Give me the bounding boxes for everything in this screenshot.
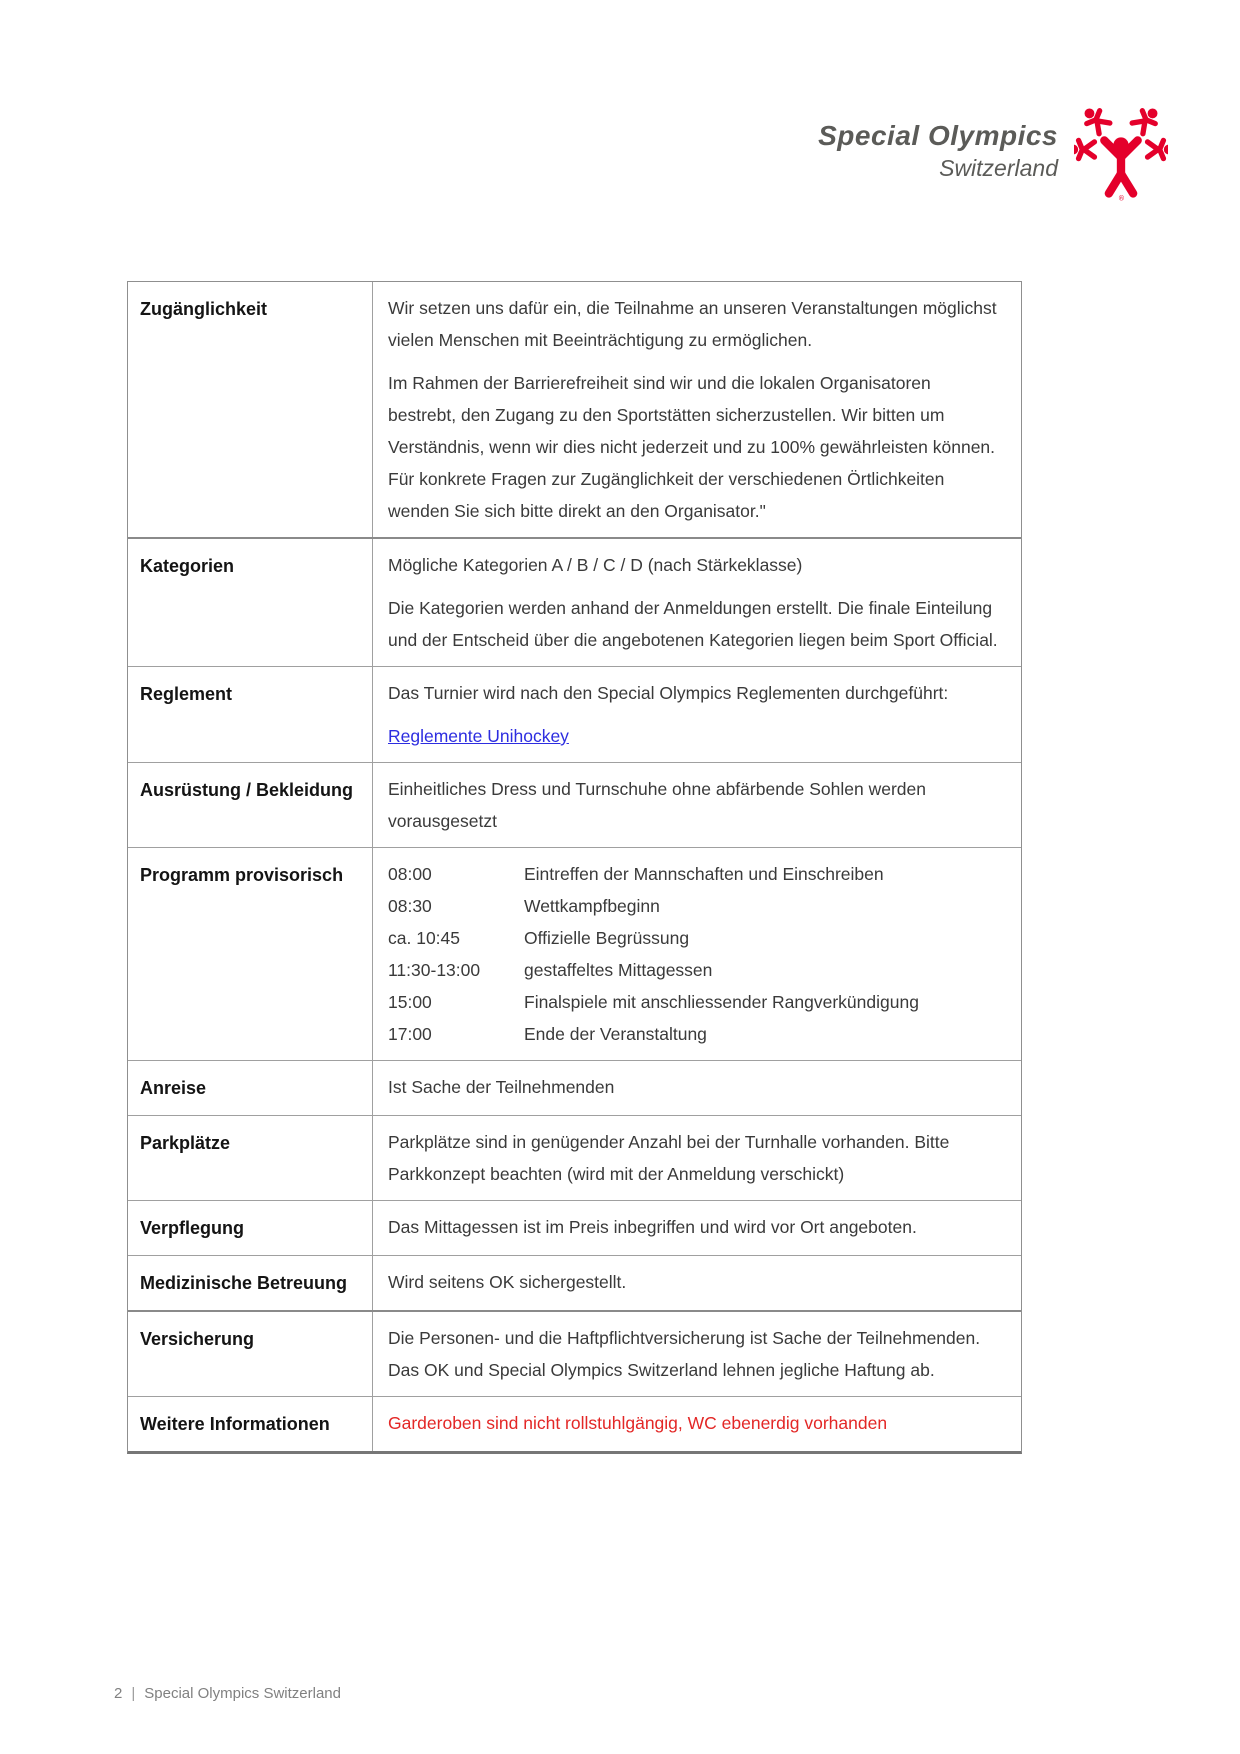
row-content <box>373 1397 1021 1451</box>
table-row <box>128 537 1021 666</box>
table-row <box>128 1310 1021 1396</box>
paragraph: Die Personen- und die Haftpflichtversicherung ist Sache der Teilnehmenden. Das OK und Special Olympics Switzerland lehnen jegliche Haftung ab. <box>388 1328 981 1380</box>
table-row <box>128 1396 1021 1451</box>
paragraph: Wir setzen uns dafür ein, die Teilnahme an unseren Veranstaltungen möglichst vielen Menschen mit Beeinträchtigung zu ermöglichen. <box>388 298 997 350</box>
logo-country-name: Switzerland <box>939 155 1058 182</box>
table-row <box>128 1200 1021 1255</box>
schedule-activity: Wettkampfbeginn <box>524 896 660 916</box>
row-content <box>373 282 1021 537</box>
row-content <box>373 1256 1021 1310</box>
paragraph: Parkplätze sind in genügender Anzahl bei der Turnhalle vorhanden. Bitte Parkkonzept beachten (wird mit der Anmeldung verschickt) <box>388 1132 950 1184</box>
special-olympics-crest-icon <box>1074 100 1168 202</box>
schedule-activity: Eintreffen der Mannschaften und Einschreiben <box>524 864 884 884</box>
paragraph: Die Kategorien werden anhand der Anmeldungen erstellt. Die finale Einteilung und der Entscheid über die angebotenen Kategorien liegen beim Sport Official. <box>388 598 998 650</box>
svg-text:®: ® <box>1117 194 1125 202</box>
schedule-item <box>388 890 1003 922</box>
table-row <box>128 666 1021 762</box>
paragraph: Wird seitens OK sichergestellt. <box>388 1272 627 1292</box>
paragraph: Das Mittagessen ist im Preis inbegriffen und wird vor Ort angeboten. <box>388 1217 917 1237</box>
row-label: Kategorien <box>128 539 373 666</box>
footer-page-number: 2 <box>114 1685 123 1702</box>
schedule-time: 17:00 <box>388 1024 432 1044</box>
reglemente-unihockey-link[interactable]: Reglemente Unihockey <box>388 726 569 746</box>
row-label: Zugänglichkeit <box>128 282 373 537</box>
paragraph: Das Turnier wird nach den Special Olympics Reglementen durchgeführt: <box>388 683 949 703</box>
paragraph: Mögliche Kategorien A / B / C / D (nach Stärkeklasse) <box>388 555 803 575</box>
schedule-item <box>388 1018 1003 1050</box>
schedule-time: 08:30 <box>388 896 432 916</box>
paragraph <box>388 720 1003 752</box>
row-content <box>373 1061 1021 1115</box>
schedule-activity: Ende der Veranstaltung <box>524 1024 707 1044</box>
schedule-activity: gestaffeltes Mittagessen <box>524 960 713 980</box>
row-label: Anreise <box>128 1061 373 1115</box>
schedule-item <box>388 986 1003 1018</box>
special-olympics-logo <box>818 100 1168 202</box>
schedule-time: ca. 10:45 <box>388 928 460 948</box>
info-table <box>127 281 1022 1454</box>
footer-divider: | <box>131 1685 136 1702</box>
footer-org-name: Special Olympics Switzerland <box>144 1685 341 1702</box>
schedule-time: 08:00 <box>388 864 432 884</box>
schedule-item <box>388 922 1003 954</box>
row-label: Parkplätze <box>128 1116 373 1200</box>
row-label: Ausrüstung / Bekleidung <box>128 763 373 847</box>
paragraph: Im Rahmen der Barrierefreiheit sind wir und die lokalen Organisatoren bestrebt, den Zugang zu den Sportstätten sicherzustellen. Wir bitten um Verständnis, wenn wir dies nicht jederzeit und zu 100% gewährleisten können. Für konkrete Fragen zur Zugänglichkeit der verschiedenen Örtlichkeiten wenden Sie sich bitte direkt an den Organisator." <box>388 373 996 521</box>
row-content <box>373 539 1021 666</box>
logo-wordmark <box>818 120 1058 182</box>
row-content <box>373 1312 1021 1396</box>
schedule-time: 15:00 <box>388 992 432 1012</box>
paragraph: Einheitliches Dress und Turnschuhe ohne abfärbende Sohlen werden vorausgesetzt <box>388 779 926 831</box>
row-label: Verpflegung <box>128 1201 373 1255</box>
paragraph: Garderoben sind nicht rollstuhlgängig, WC ebenerdig vorhanden <box>388 1413 888 1433</box>
row-label: Weitere Informationen <box>128 1397 373 1451</box>
schedule-item <box>388 858 1003 890</box>
row-content <box>373 848 1021 1060</box>
table-row <box>128 1060 1021 1115</box>
row-label: Medizinische Betreuung <box>128 1256 373 1310</box>
logo-brand-name: Special Olympics <box>818 120 1058 152</box>
row-content <box>373 763 1021 847</box>
row-label: Versicherung <box>128 1312 373 1396</box>
row-label: Programm provisorisch <box>128 848 373 1060</box>
program-schedule <box>388 858 1003 1050</box>
schedule-activity: Offizielle Begrüssung <box>524 928 690 948</box>
row-content <box>373 1201 1021 1255</box>
row-content <box>373 1116 1021 1200</box>
row-content <box>373 667 1021 762</box>
schedule-activity: Finalspiele mit anschliessender Rangverkündigung <box>524 992 919 1012</box>
table-row <box>128 1255 1021 1310</box>
schedule-time: 11:30-13:00 <box>388 960 481 980</box>
schedule-item <box>388 954 1003 986</box>
paragraph: Ist Sache der Teilnehmenden <box>388 1077 615 1097</box>
row-label: Reglement <box>128 667 373 762</box>
table-row <box>128 847 1021 1060</box>
table-row <box>128 1115 1021 1200</box>
page-footer <box>114 1685 341 1702</box>
table-row <box>128 762 1021 847</box>
table-row <box>128 282 1021 537</box>
